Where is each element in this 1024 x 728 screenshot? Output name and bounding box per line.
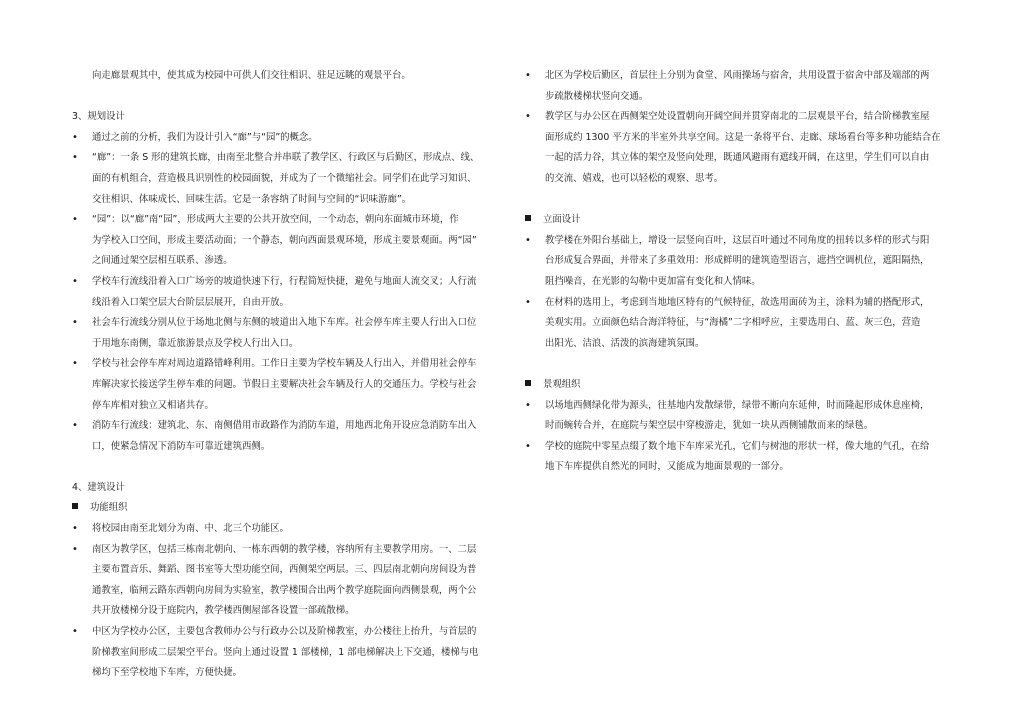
subsection-title: 景观组织 — [543, 378, 581, 390]
bullet-text-line: 通过之前的分析，我们为设计引入“廊”与“园”的概念。 — [92, 131, 318, 143]
bullet-text-line: 步疏散楼梯状竖向交通。 — [545, 90, 649, 102]
bullet-text-line: 为学校入口空间，形成主要活动面；一个静态，朝向西面景观环境，形成主要景观面。两“园” — [92, 234, 477, 246]
bullet-text-line: 面的有机组合，营造极具识别性的校园面貌，并成为了一个微缩社会。同学们在此学习知识、 — [92, 172, 477, 184]
bullet-dot-icon: • — [72, 543, 78, 555]
bullet-dot-icon: • — [525, 399, 531, 411]
bullet-item — [525, 396, 965, 437]
subsection-heading-facade — [525, 210, 965, 231]
right-column — [525, 66, 965, 478]
bullet-dot-icon: • — [72, 523, 78, 535]
bullet-item — [72, 519, 502, 540]
square-bullet-icon — [72, 503, 78, 509]
bullet-text-line: 时而蜿转合并，在庭院与架空层中穿梭游走，犹如一块从西侧铺散而来的绿毯。 — [545, 420, 874, 432]
bullet-item — [72, 148, 502, 210]
bullet-text-line: 共开放楼梯分设于庭院内，教学楼西侧屋部各设置一部疏散梯。 — [92, 605, 355, 617]
bullet-text-line: 南区为教学区，包括三栋南北朝向、一栋东西朝的教学楼，容纳所有主要教学用房。一、二层 — [92, 543, 477, 555]
subsection-heading-function — [72, 498, 502, 519]
bullet-text-line: 台形成复合界面，并带来了多重效用：形成鲜明的建筑造型语言，遮挡空调机位，遮阳隔热， — [545, 255, 930, 267]
section-4-bullet-list — [72, 519, 502, 684]
bullet-item — [72, 272, 502, 313]
right-top-bullet-list — [525, 66, 965, 190]
bullet-text-line: 的交流、嬉戏，也可以轻松的观察、思考。 — [545, 172, 724, 184]
bullet-text-line: 线沿着入口架空层大台阶层层展开，自由开放。 — [92, 296, 289, 308]
bullet-item — [525, 293, 965, 355]
bullet-text-line: 于用地东南侧，靠近旅游景点及学校人行出入口。 — [92, 337, 299, 349]
bullet-text-line: 地下车库提供自然光的同时，又能成为地面景观的一部分。 — [545, 461, 789, 473]
bullet-text-line: 消防车行流线：建筑北、东、南侧借用市政路作为消防车道，用地西北角开设应急消防车出入 — [92, 420, 477, 432]
subsection-title: 功能组织 — [90, 502, 128, 514]
bullet-item — [72, 622, 502, 684]
bullet-text-line: 梯均下至学校地下车库，方便快捷。 — [92, 667, 243, 679]
square-bullet-icon — [525, 380, 531, 386]
bullet-item — [525, 107, 965, 189]
bullet-item — [72, 128, 502, 149]
bullet-text-line: 学校车行流线沿着入口广场旁的坡道快速下行，行程简短快捷，避免与地面人流交叉；人行流 — [92, 275, 477, 287]
bullet-dot-icon: • — [72, 358, 78, 370]
landscape-bullet-list — [525, 396, 965, 478]
facade-bullet-list — [525, 231, 965, 355]
bullet-dot-icon: • — [525, 111, 531, 123]
section-3-bullet-list — [72, 128, 502, 458]
bullet-item — [525, 231, 965, 293]
bullet-item — [72, 416, 502, 457]
section-4-heading: 4、建筑设计 — [72, 481, 125, 493]
bullet-text-line: 将校园由南至北划分为南、中、北三个功能区。 — [92, 523, 289, 535]
bullet-text-line: 通教室，临闸云路东西朝向房间为实验室，教学楼围合出两个教学庭院面向西侧景观，两个公 — [92, 584, 477, 596]
bullet-dot-icon: • — [72, 131, 78, 143]
bullet-dot-icon: • — [72, 317, 78, 329]
bullet-dot-icon: • — [72, 420, 78, 432]
bullet-text-line: 一起的活力谷，其立体的架空及竖向处理，既通风避雨有遮线开阔，在这里，学生们可以自由 — [545, 152, 930, 164]
bullet-text-line: 教学区与办公区在西侧架空处设置朝向开阔空间并贯穿南北的二层观景平台，结合阶梯教室屋 — [545, 111, 930, 123]
bullet-dot-icon: • — [72, 626, 78, 638]
bullet-item — [525, 437, 965, 478]
bullet-text-line: 北区为学校后勤区，首层往上分别为食堂、风雨操场与宿舍，共用设置于宿舍中部及端部的两 — [545, 70, 930, 81]
bullet-item — [72, 313, 502, 354]
bullet-item — [72, 210, 502, 272]
bullet-text-line: 美观实用。立面颜色结合海洋特征，与“海橘”二字相呼应，主要选用白、蓝、灰三色，营造 — [545, 317, 921, 329]
bullet-dot-icon: • — [72, 214, 78, 226]
left-column — [72, 66, 502, 684]
bullet-text-line: 学校的庭院中零星点缀了数个地下车库采光孔，它们与树池的形状一样，像大地的气孔，在给 — [545, 440, 930, 452]
bullet-text-line: 在材料的选用上，考虑到当地地区特有的气候特征，故选用面砖为主，涂料为辅的搭配形式， — [545, 296, 930, 308]
bullet-text-line: 阶梯教室间形成二层架空平台。竖向上通过设置 1 部楼梯，1 部电梯解决上下交通，楼梯与电 — [92, 646, 479, 658]
bullet-text-line: 阻挡噪音，在光影的勾勒中更加富有变化和人情味。 — [545, 275, 761, 287]
bullet-text-line: 面形成约 1300 平方米的半室外共享空间。这是一条将平台、走廊、球场看台等多种功能结合在 — [545, 131, 941, 143]
bullet-text-line: 之间通过架空层相互联系、渗透。 — [92, 255, 233, 267]
bullet-text-line: 社会车行流线分别从位于场地北侧与东侧的坡道出入地下车库。社会停车库主要人行出入口位 — [92, 317, 477, 329]
intro-line: 向走廊景观其中，使其成为校园中可供人们交往相识、驻足远眺的观景平台。 — [92, 70, 411, 81]
bullet-dot-icon: • — [525, 440, 531, 452]
bullet-text-line: 中区为学校办公区，主要包含教师办公与行政办公以及阶梯教室，办公楼往上抬升，与首层的 — [92, 626, 477, 638]
subsection-title: 立面设计 — [543, 214, 581, 226]
bullet-text-line: “廊”：一条 S 形的建筑长廊，由南至北整合并串联了教学区、行政区与后勤区，形成点、线、 — [92, 152, 480, 164]
square-bullet-icon — [525, 215, 531, 221]
bullet-text-line: 以场地西侧绿化带为源头，往基地内发散绿带，绿带不断向东延伸，时而隆起形成休息座椅， — [545, 399, 930, 411]
bullet-dot-icon: • — [525, 70, 531, 81]
bullet-text-line: 主要布置音乐、舞蹈、图书室等大型功能空间，西侧架空两层。三、四层南北朝向房间设为普 — [92, 564, 477, 576]
bullet-item — [72, 540, 502, 622]
section-3-heading: 3、规划设计 — [72, 111, 125, 123]
bullet-text-line: 出阳光、洁浪、活泼的滨海建筑氛围。 — [545, 337, 705, 349]
bullet-text-line: 停车库相对独立又相诸共存。 — [92, 399, 214, 411]
bullet-text-line: 学校与社会停车库对周边道路错峰利用。工作日主要为学校车辆及人行出入，并借用社会停车 — [92, 358, 477, 370]
bullet-dot-icon: • — [72, 152, 78, 164]
bullet-text-line: 交往相识、体味成长、回味生活。它是一条容纳了时间与空间的“识味游廊”。 — [92, 193, 412, 205]
bullet-text-line: “园”：以“廊”南“园”，形成两大主要的公共开放空间，一个动态，朝向东面城市环境，作 — [92, 214, 459, 226]
bullet-text-line: 口，使紧急情况下消防车可靠近建筑西侧。 — [92, 440, 271, 452]
bullet-text-line: 教学楼在外阳台基础上，增设一层竖向百叶，这层百叶通过不同角度的扭转以多样的形式与阳 — [545, 234, 930, 246]
bullet-dot-icon: • — [525, 234, 531, 246]
subsection-heading-landscape — [525, 375, 965, 396]
bullet-dot-icon: • — [525, 296, 531, 308]
bullet-text-line: 库解决家长接送学生停车难的问题。节假日主要解决社会车辆及行人的交通压力。学校与社会 — [92, 378, 477, 390]
bullet-dot-icon: • — [72, 275, 78, 287]
bullet-item — [525, 66, 965, 107]
bullet-item — [72, 354, 502, 416]
